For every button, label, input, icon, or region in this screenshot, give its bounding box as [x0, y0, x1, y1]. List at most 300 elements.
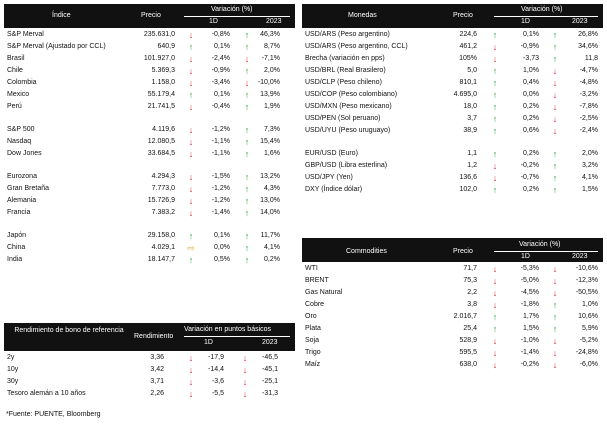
currencies-variation-underline — [494, 16, 598, 17]
row-change-1d: 0,2% — [523, 115, 539, 122]
row-value: 12.080,5 — [147, 138, 175, 145]
row-change-1d: -0,9% — [211, 67, 230, 74]
row-change-1d: -14,4 — [208, 366, 224, 373]
row-change-1d: -0,7% — [520, 174, 539, 181]
currencies-col-price: Precio — [453, 12, 473, 19]
row-change-ytd: 2,0% — [582, 150, 598, 157]
row-change-ytd: -46,5 — [262, 354, 278, 361]
up-arrow-icon: ↑ — [492, 114, 498, 124]
up-arrow-icon: ↑ — [244, 208, 250, 218]
table-row — [302, 77, 603, 89]
down-arrow-icon: ↓ — [492, 276, 498, 286]
row-name: USD/PEN (Sol peruano) — [305, 115, 381, 122]
commodities-col-1d: 1D — [521, 253, 530, 260]
table-row — [302, 287, 603, 299]
row-change-ytd: -24,8% — [575, 349, 598, 356]
up-arrow-icon: ↑ — [244, 172, 250, 182]
currencies-col-1d: 1D — [521, 18, 530, 25]
row-change-1d: 0,4% — [523, 79, 539, 86]
table-row — [4, 254, 295, 266]
bonds-col-name: Rendimiento de bono de referencia — [14, 327, 124, 334]
row-value: 71,7 — [463, 265, 477, 272]
row-value: 528,9 — [459, 337, 477, 344]
bonds-col-2023: 2023 — [262, 339, 278, 346]
row-change-ytd: 1,0% — [582, 301, 598, 308]
row-name: Tesoro alemán a 10 años — [7, 390, 86, 397]
row-name: Cobre — [305, 301, 325, 308]
row-change-1d: 0,2% — [523, 103, 539, 110]
row-value: 7.383,2 — [151, 209, 175, 216]
row-name: 2y — [7, 354, 15, 361]
indices-variation-underline — [184, 16, 290, 17]
row-change-ytd: -5,2% — [579, 337, 598, 344]
row-name: Trigo — [305, 349, 321, 356]
row-name: Mexico — [7, 91, 30, 98]
down-arrow-icon: ↓ — [242, 389, 248, 399]
table-row — [4, 195, 295, 207]
up-arrow-icon: ↑ — [552, 185, 558, 195]
up-arrow-icon: ↑ — [492, 78, 498, 88]
row-value: 102,0 — [459, 186, 477, 193]
down-arrow-icon: ↓ — [492, 348, 498, 358]
table-row — [4, 65, 295, 77]
row-change-1d: -1,2% — [211, 126, 230, 133]
row-change-1d: -4,5% — [520, 289, 539, 296]
row-change-1d: -0,8% — [211, 31, 230, 38]
indices-col-2023: 2023 — [266, 18, 282, 25]
up-arrow-icon: ↑ — [244, 66, 250, 76]
row-change-1d: -1,2% — [211, 197, 230, 204]
row-change-ytd: -4,7% — [579, 67, 598, 74]
bonds-variation-underline — [184, 336, 290, 337]
currencies-panel — [302, 4, 603, 196]
row-change-ytd: 34,6% — [578, 43, 598, 50]
row-change-ytd: 4,1% — [582, 174, 598, 181]
row-name: Oro — [305, 313, 317, 320]
down-arrow-icon: ↓ — [188, 149, 194, 159]
row-name: USD/ARS (Peso argentino, CCL) — [305, 43, 408, 50]
row-change-1d: -0,2% — [520, 361, 539, 368]
down-arrow-icon: ↓ — [188, 208, 194, 218]
row-value: 4.029,1 — [151, 244, 175, 251]
table-row — [4, 171, 295, 183]
table-row — [302, 359, 603, 371]
commodities-variation-underline — [494, 251, 598, 252]
up-arrow-icon: ↑ — [244, 196, 250, 206]
row-value: 4.294,3 — [151, 173, 175, 180]
row-change-ytd: -12,3% — [575, 277, 598, 284]
row-value: 18,0 — [463, 103, 477, 110]
row-change-ytd: 8,7% — [264, 43, 280, 50]
up-arrow-icon: ↑ — [492, 149, 498, 159]
down-arrow-icon: ↓ — [492, 300, 498, 310]
up-arrow-icon: ↑ — [244, 30, 250, 40]
row-value: 461,2 — [459, 43, 477, 50]
up-arrow-icon: ↑ — [244, 149, 250, 159]
row-value: 2,2 — [467, 289, 477, 296]
row-value: 1,2 — [467, 162, 477, 169]
down-arrow-icon: ↓ — [242, 365, 248, 375]
table-row — [302, 148, 603, 160]
up-arrow-icon: ↑ — [244, 125, 250, 135]
row-change-ytd: -10,6% — [575, 265, 598, 272]
flat-arrow-icon: ⇨ — [187, 243, 195, 253]
table-row — [302, 89, 603, 101]
down-arrow-icon: ↓ — [188, 196, 194, 206]
row-change-1d: 1,0% — [523, 67, 539, 74]
row-change-ytd: 11,7% — [260, 232, 280, 239]
table-row — [302, 65, 603, 77]
row-change-ytd: 15,4% — [260, 138, 280, 145]
down-arrow-icon: ↓ — [188, 184, 194, 194]
table-row — [4, 242, 295, 254]
table-row — [302, 29, 603, 41]
up-arrow-icon: ↑ — [552, 54, 558, 64]
table-row — [302, 263, 603, 275]
row-name: WTI — [305, 265, 318, 272]
row-change-1d: -1,2% — [211, 185, 230, 192]
row-change-ytd: 4,3% — [264, 185, 280, 192]
row-change-ytd: -2,5% — [579, 115, 598, 122]
row-name: USD/MXN (Peso mexicano) — [305, 103, 392, 110]
commodities-col-variation: Variación (%) — [519, 241, 561, 248]
row-name: S&P Merval (Ajustado por CCL) — [7, 43, 106, 50]
row-name: Gran Bretaña — [7, 185, 50, 192]
row-value: 38,9 — [463, 127, 477, 134]
row-change-1d: -0,9% — [520, 43, 539, 50]
table-row — [4, 183, 295, 195]
row-value: 15.726,9 — [147, 197, 175, 204]
up-arrow-icon: ↑ — [244, 243, 250, 253]
up-arrow-icon: ↑ — [244, 90, 250, 100]
table-row — [302, 101, 603, 113]
row-change-ytd: -7,1% — [261, 55, 280, 62]
row-change-ytd: 13,0% — [260, 197, 280, 204]
row-name: S&P 500 — [7, 126, 35, 133]
row-value: 33.684,5 — [147, 150, 175, 157]
row-change-ytd: 4,1% — [264, 244, 280, 251]
row-change-1d: -1,1% — [211, 138, 230, 145]
down-arrow-icon: ↓ — [492, 264, 498, 274]
currencies-body — [302, 28, 603, 196]
up-arrow-icon: ↑ — [244, 255, 250, 265]
currencies-col-name: Monedas — [348, 12, 377, 19]
row-change-1d: -17,9 — [208, 354, 224, 361]
row-value: 1,1 — [467, 150, 477, 157]
row-name: Brecha (variación en pps) — [305, 55, 385, 62]
row-name: Dow Jones — [7, 150, 42, 157]
row-change-ytd: -2,4% — [579, 127, 598, 134]
indices-col-price: Precio — [141, 12, 161, 19]
row-value: 75,3 — [463, 277, 477, 284]
row-name: Colombia — [7, 79, 37, 86]
currencies-col-variation: Variación (%) — [521, 6, 563, 13]
row-value: 5,0 — [467, 67, 477, 74]
row-name: GBP/USD (Libra esterlina) — [305, 162, 388, 169]
up-arrow-icon: ↑ — [492, 102, 498, 112]
down-arrow-icon: ↓ — [552, 66, 558, 76]
row-value: 18.147,7 — [147, 256, 175, 263]
row-name: Brasil — [7, 55, 25, 62]
down-arrow-icon: ↓ — [188, 137, 194, 147]
row-value: 640,9 — [157, 43, 175, 50]
table-row — [302, 160, 603, 172]
row-value: 7.773,0 — [151, 185, 175, 192]
down-arrow-icon: ↓ — [552, 348, 558, 358]
row-change-1d: -1,4% — [211, 209, 230, 216]
group-spacer — [4, 160, 295, 171]
table-row — [302, 125, 603, 137]
row-change-1d: -5,5 — [211, 390, 224, 397]
row-change-ytd: 1,6% — [264, 150, 280, 157]
up-arrow-icon: ↑ — [188, 255, 194, 265]
down-arrow-icon: ↓ — [552, 288, 558, 298]
row-change-ytd: 0,2% — [264, 256, 280, 263]
row-change-ytd: -45,1 — [262, 366, 278, 373]
row-change-ytd: 13,9% — [260, 91, 280, 98]
row-name: Perú — [7, 103, 22, 110]
row-name: DXY (Índice dólar) — [305, 186, 363, 193]
row-name: Alemania — [7, 197, 37, 204]
table-row — [4, 207, 295, 219]
row-value: 3,42 — [150, 366, 164, 373]
row-value: 5.369,3 — [151, 67, 175, 74]
row-value: 595,5 — [459, 349, 477, 356]
row-change-1d: -1,5% — [211, 173, 230, 180]
bonds-body — [4, 351, 295, 400]
row-change-1d: 0,1% — [523, 31, 539, 38]
row-name: EUR/USD (Euro) — [305, 150, 358, 157]
row-name: India — [7, 256, 23, 263]
row-change-1d: 0,5% — [214, 256, 230, 263]
indices-body — [4, 28, 295, 266]
row-change-ytd: -50,5% — [575, 289, 598, 296]
down-arrow-icon: ↓ — [188, 389, 194, 399]
up-arrow-icon: ↑ — [244, 102, 250, 112]
row-change-ytd: -10,0% — [257, 79, 280, 86]
row-name: China — [7, 244, 26, 251]
down-arrow-icon: ↓ — [552, 90, 558, 100]
row-change-1d: 0,1% — [214, 232, 230, 239]
row-name: Plata — [305, 325, 321, 332]
down-arrow-icon: ↓ — [242, 377, 248, 387]
row-value: 21.741,5 — [147, 103, 175, 110]
row-name: Nasdaq — [7, 138, 32, 145]
up-arrow-icon: ↑ — [492, 185, 498, 195]
down-arrow-icon: ↓ — [188, 30, 194, 40]
table-row — [302, 41, 603, 53]
up-arrow-icon: ↑ — [188, 90, 194, 100]
up-arrow-icon: ↑ — [188, 42, 194, 52]
table-row — [4, 364, 295, 376]
down-arrow-icon: ↓ — [188, 172, 194, 182]
down-arrow-icon: ↓ — [188, 377, 194, 387]
commodities-col-name: Commodities — [346, 248, 387, 255]
table-row — [4, 53, 295, 65]
row-name: Soja — [305, 337, 320, 344]
down-arrow-icon: ↓ — [242, 353, 248, 363]
down-arrow-icon: ↓ — [492, 42, 498, 52]
commodities-col-2023: 2023 — [572, 253, 588, 260]
table-row — [302, 275, 603, 287]
commodities-col-price: Precio — [453, 248, 473, 255]
down-arrow-icon: ↓ — [552, 264, 558, 274]
row-name: Maíz — [305, 361, 321, 368]
row-value: 810,1 — [459, 79, 477, 86]
table-row — [302, 311, 603, 323]
down-arrow-icon: ↓ — [188, 66, 194, 76]
up-arrow-icon: ↑ — [244, 231, 250, 241]
row-change-1d: -0,2% — [520, 162, 539, 169]
row-change-1d: 0,1% — [214, 91, 230, 98]
row-change-ytd: -7,8% — [579, 103, 598, 110]
up-arrow-icon: ↑ — [188, 231, 194, 241]
row-change-ytd: -31,3 — [262, 390, 278, 397]
row-name: USD/BRL (Real Brasilero) — [305, 67, 386, 74]
commodities-panel — [302, 238, 603, 371]
row-change-1d: 0,6% — [523, 127, 539, 134]
table-row — [302, 323, 603, 335]
row-change-1d: 0,0% — [523, 91, 539, 98]
up-arrow-icon: ↑ — [492, 90, 498, 100]
down-arrow-icon: ↓ — [188, 54, 194, 64]
row-value: 3,36 — [150, 354, 164, 361]
row-value: 1.158,0 — [151, 79, 175, 86]
row-change-ytd: -25,1 — [262, 378, 278, 385]
row-value: 4.119,6 — [152, 126, 175, 133]
indices-col-variation: Variación (%) — [211, 6, 253, 13]
row-value: 3,8 — [467, 301, 477, 308]
row-change-1d: -1,8% — [520, 301, 539, 308]
currencies-col-2023: 2023 — [572, 18, 588, 25]
down-arrow-icon: ↓ — [492, 54, 498, 64]
table-row — [4, 148, 295, 160]
row-name: Chile — [7, 67, 23, 74]
table-row — [4, 101, 295, 113]
row-value: 3,7 — [467, 115, 477, 122]
up-arrow-icon: ↑ — [552, 300, 558, 310]
row-change-1d: -3,6 — [211, 378, 224, 385]
up-arrow-icon: ↑ — [492, 66, 498, 76]
row-change-ytd: 1,9% — [264, 103, 280, 110]
row-value: 3,71 — [150, 378, 164, 385]
down-arrow-icon: ↓ — [492, 360, 498, 370]
row-value: 29.158,0 — [147, 232, 175, 239]
row-value: 136,6 — [459, 174, 477, 181]
row-value: 2,26 — [150, 390, 164, 397]
down-arrow-icon: ↓ — [492, 161, 498, 171]
table-row — [302, 299, 603, 311]
row-change-1d: 0,0% — [214, 244, 230, 251]
down-arrow-icon: ↓ — [552, 114, 558, 124]
down-arrow-icon: ↓ — [552, 360, 558, 370]
row-change-1d: -3,73 — [523, 55, 539, 62]
down-arrow-icon: ↓ — [188, 365, 194, 375]
source-footnote: *Fuente: PUENTE, Bloomberg — [6, 411, 101, 418]
row-change-ytd: 46,3% — [260, 31, 280, 38]
row-change-1d: -1,0% — [520, 337, 539, 344]
table-row — [302, 113, 603, 125]
down-arrow-icon: ↓ — [188, 125, 194, 135]
row-change-ytd: -6,0% — [579, 361, 598, 368]
up-arrow-icon: ↑ — [492, 324, 498, 334]
up-arrow-icon: ↑ — [552, 312, 558, 322]
down-arrow-icon: ↓ — [552, 126, 558, 136]
currencies-header — [302, 4, 603, 28]
down-arrow-icon: ↓ — [552, 102, 558, 112]
table-row — [4, 77, 295, 89]
commodities-body — [302, 262, 603, 371]
up-arrow-icon: ↑ — [552, 324, 558, 334]
row-value: 105% — [459, 55, 477, 62]
row-value: 101.927,0 — [143, 55, 175, 62]
group-spacer — [4, 113, 295, 124]
table-row — [4, 388, 295, 400]
down-arrow-icon: ↓ — [244, 54, 250, 64]
row-name: 10y — [7, 366, 19, 373]
bonds-header — [4, 323, 295, 351]
row-name: Eurozona — [7, 173, 37, 180]
down-arrow-icon: ↓ — [244, 78, 250, 88]
row-change-ytd: 10,6% — [578, 313, 598, 320]
row-change-ytd: 3,2% — [582, 162, 598, 169]
row-change-1d: -5,0% — [520, 277, 539, 284]
table-row — [4, 136, 295, 148]
table-row — [4, 230, 295, 242]
row-value: 224,6 — [459, 31, 477, 38]
bonds-col-yield: Rendimiento — [134, 333, 174, 340]
down-arrow-icon: ↓ — [492, 336, 498, 346]
row-change-ytd: 13,2% — [260, 173, 280, 180]
row-change-1d: 0,2% — [523, 150, 539, 157]
row-change-1d: -3,4% — [211, 79, 230, 86]
row-change-1d: -0,4% — [211, 103, 230, 110]
row-change-1d: -2,4% — [211, 55, 230, 62]
row-change-ytd: -3,2% — [579, 91, 598, 98]
group-spacer — [302, 137, 603, 148]
up-arrow-icon: ↑ — [244, 137, 250, 147]
row-name: S&P Merval — [7, 31, 44, 38]
group-spacer — [4, 219, 295, 230]
row-value: 25,4 — [463, 325, 477, 332]
row-name: USD/JPY (Yen) — [305, 174, 353, 181]
indices-panel — [4, 4, 295, 266]
down-arrow-icon: ↓ — [552, 78, 558, 88]
indices-header — [4, 4, 295, 28]
row-value: 2.016,7 — [453, 313, 477, 320]
row-value: 638,0 — [459, 361, 477, 368]
row-value: 4.695,0 — [453, 91, 477, 98]
row-name: 30y — [7, 378, 19, 385]
row-name: USD/ARS (Peso argentino) — [305, 31, 390, 38]
up-arrow-icon: ↑ — [552, 161, 558, 171]
up-arrow-icon: ↑ — [552, 173, 558, 183]
row-change-1d: -1,1% — [211, 150, 230, 157]
bonds-panel — [4, 323, 295, 400]
indices-col-name: Índice — [52, 12, 71, 19]
indices-col-1d: 1D — [209, 18, 218, 25]
bonds-col-variation: Variación en puntos básicos — [184, 326, 272, 333]
row-value: 55.179,4 — [147, 91, 175, 98]
table-row — [302, 184, 603, 196]
down-arrow-icon: ↓ — [188, 102, 194, 112]
row-change-ytd: 7,3% — [264, 126, 280, 133]
row-name: Gas Natural — [305, 289, 343, 296]
table-row — [4, 41, 295, 53]
row-name: USD/CLP (Peso chileno) — [305, 79, 382, 86]
table-row — [302, 335, 603, 347]
up-arrow-icon: ↑ — [492, 30, 498, 40]
